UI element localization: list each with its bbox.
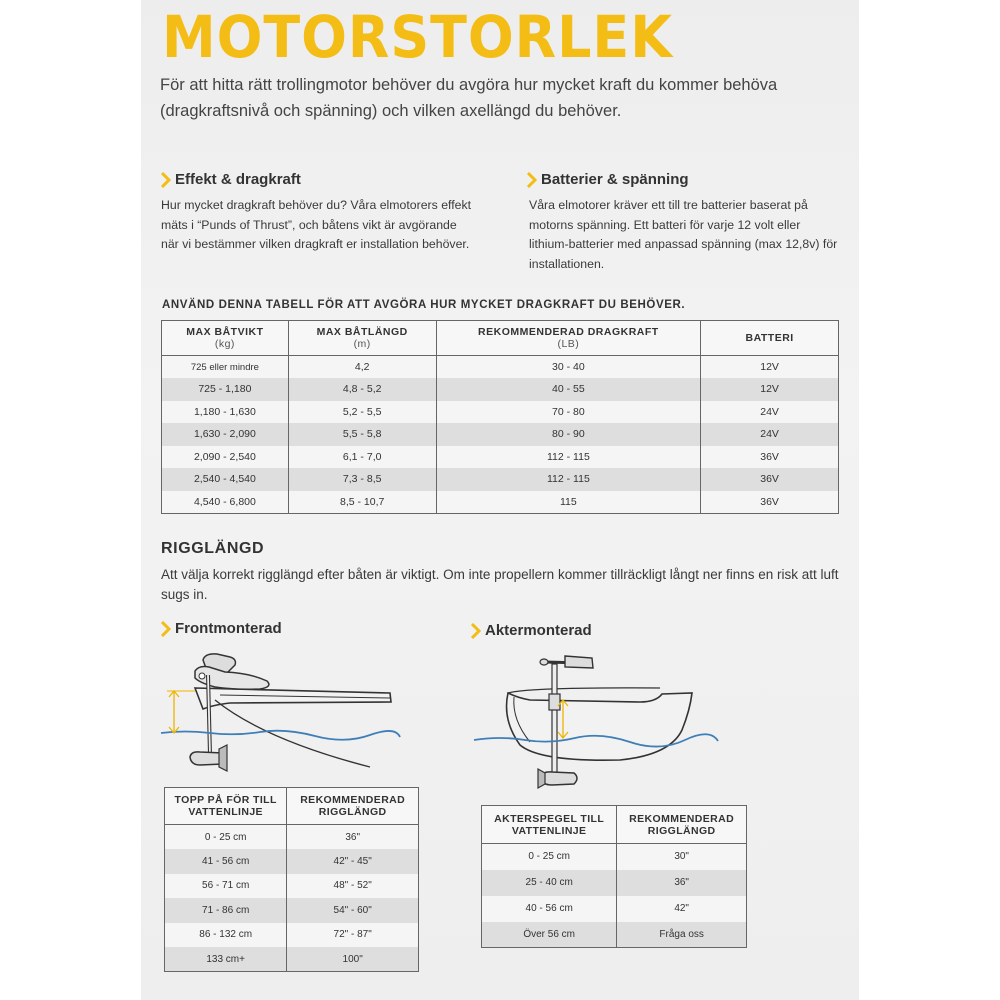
intro-text: För att hitta rätt trollingmotor behöver du avgöra hur mycket kraft du kommer behöva (dragkraftsnivå och spänning) och vilken axellängd du behöver. [160, 76, 778, 120]
effekt-heading [161, 171, 301, 188]
stern-heading-label: Aktermonterad [485, 622, 592, 639]
header-batteri: BATTERI [701, 321, 839, 356]
table-row: 1,180 - 1,630 5,2 - 5,5 70 - 80 24V [162, 401, 839, 424]
table-row: 2,540 - 4,540 7,3 - 8,5 112 - 115 36V [162, 468, 839, 491]
batterier-body: Våra elmotorer kräver ett till tre batterier baserat på motorns spänning. Ett batteri för varje 12 volt eller lithium-batterier med anpassad spänning (max 12,8v) för installationen. [529, 198, 838, 271]
chevron-right-icon [471, 623, 481, 639]
chevron-right-icon [527, 172, 537, 188]
thrust-table [161, 320, 839, 514]
table-row: 71 - 86 cm 54" - 60" [165, 898, 419, 923]
table-row: 133 cm+ 100" [165, 947, 419, 972]
rigging-heading: RIGGLÄNGD [161, 540, 265, 557]
table-row: 86 - 132 cm 72" - 87" [165, 923, 419, 948]
header-rekommenderad-dragkraft: REKOMMENDERAD DRAGKRAFT (LB) [436, 321, 701, 356]
table-row: 0 - 25 cm 30" [482, 844, 747, 870]
front-header-rigglangd: REKOMMENDERAD RIGGLÄNGD [287, 788, 419, 825]
stern-table-header-row [482, 806, 747, 844]
table-row: 25 - 40 cm 36" [482, 870, 747, 896]
stern-heading [471, 622, 592, 639]
stern-mount-illustration [470, 650, 720, 790]
front-mount-illustration [155, 645, 405, 785]
front-heading-label: Frontmonterad [175, 620, 282, 637]
batterier-heading-label: Batterier & spänning [541, 171, 689, 188]
thrust-table-caption: ANVÄND DENNA TABELL FÖR ATT AVGÖRA HUR MYCKET DRAGKRAFT DU BEHÖVER. [162, 299, 686, 311]
table-row: 41 - 56 cm 42" - 45" [165, 849, 419, 874]
chevron-right-icon [161, 621, 171, 637]
stern-rigging-table [481, 805, 747, 948]
page-title: MOTORSTORLEK [162, 3, 673, 71]
stern-header-rigglangd: REKOMMENDERAD RIGGLÄNGD [617, 806, 747, 844]
table-row: 40 - 56 cm 42" [482, 896, 747, 922]
table-row: 1,630 - 2,090 5,5 - 5,8 80 - 90 24V [162, 423, 839, 446]
table-row: 0 - 25 cm 36" [165, 825, 419, 850]
batterier-heading [527, 171, 689, 188]
effekt-body: Hur mycket dragkraft behöver du? Våra elmotorers effekt mäts i “Punds of Thrust”, och båtens vikt är avgörande när vi bestämmer vilken dragkraft er installation behöver. [161, 198, 472, 251]
header-max-batlangd: MAX BÅTLÄNGD (m) [288, 321, 436, 356]
effekt-heading-label: Effekt & dragkraft [175, 171, 301, 188]
front-heading [161, 620, 282, 637]
header-max-batvikt: MAX BÅTVIKT (kg) [162, 321, 289, 356]
table-row: 56 - 71 cm 48" - 52" [165, 874, 419, 899]
table-row: Över 56 cm Fråga oss [482, 922, 747, 948]
front-header-topp: TOPP PÅ FÖR TILL VATTENLINJE [165, 788, 287, 825]
thrust-table-header-row [162, 321, 839, 356]
table-row: 725 - 1,180 4,8 - 5,2 40 - 55 12V [162, 378, 839, 401]
table-row: 4,540 - 6,800 8,5 - 10,7 115 36V [162, 491, 839, 514]
front-table-header-row [165, 788, 419, 825]
rigging-text: Att välja korrekt rigglängd efter båten är viktigt. Om inte propellern kommer tillräckligt långt ner finns en risk att luft sugs in. [161, 567, 839, 602]
chevron-right-icon [161, 172, 171, 188]
stern-header-akterspegel: AKTERSPEGEL TILL VATTENLINJE [482, 806, 617, 844]
front-rigging-table [164, 787, 419, 972]
table-row: 2,090 - 2,540 6,1 - 7,0 112 - 115 36V [162, 446, 839, 469]
table-row: 725 eller mindre 4,2 30 - 40 12V [162, 356, 839, 379]
